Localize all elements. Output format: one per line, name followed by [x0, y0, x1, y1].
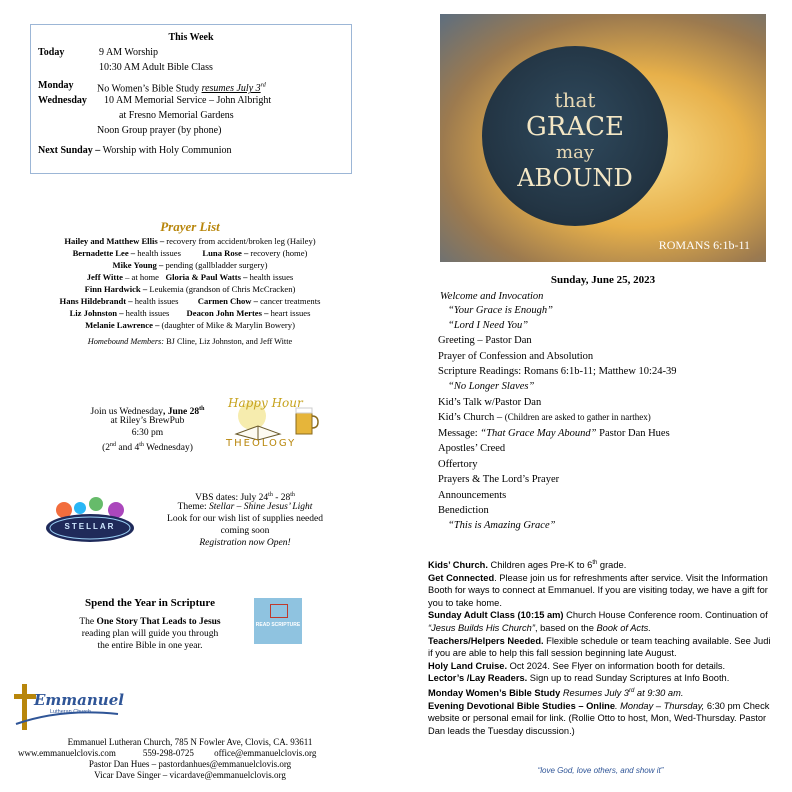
service-item-benediction: Benediction [438, 505, 489, 516]
emmanuel-logo [12, 684, 122, 734]
vbs-coming-soon: coming soon [220, 526, 270, 536]
prayer-line-4: Jeff Witte – at home Gloria & Paul Watts – health issues [86, 272, 294, 282]
wednesday-label: Wednesday [38, 95, 87, 106]
next-sunday-item: Next Sunday – Worship with Holy Communion [38, 145, 232, 156]
service-item-kids-talk: Kid’s Talk w/Pastor Dan [438, 397, 542, 408]
announcement-adult-class: Sunday Adult Class (10:15 am) Church House Conference room. Continuation of “Jesus Builds His Church”, based on the Book of Acts. [428, 610, 768, 634]
scripture-line-1: The One Story That Leads to Jesus [79, 617, 221, 627]
wednesday-item-3: Noon Group prayer (by phone) [97, 125, 222, 136]
announcement-kids-church: Kids’ Church. Children ages Pre-K to 6th grade. [428, 560, 627, 571]
footer-website[interactable]: www.emmanuelclovis.com [18, 748, 116, 758]
vbs-dates: VBS dates: July 24th - 28th [195, 492, 295, 504]
today-item-1: 9 AM Worship [99, 47, 159, 58]
announcement-womens-study: Monday Women’s Bible Study Resumes July 3rd at 9:30 am. [428, 688, 684, 699]
service-item-message: Message: “That Grace May Abound” Pastor Dan Hues [438, 428, 670, 439]
read-scripture-badge-text: READ SCRIPTURE [255, 622, 301, 628]
announcement-cruise: Holy Land Cruise. Oct 2024. See Flyer on information booth for details. [428, 660, 726, 671]
prayer-line-8: Melanie Lawrence – (daughter of Mike & Marylin Bowery) [85, 320, 295, 330]
prayer-line-7: Liz Johnston – health issues Deacon John Mertes – heart issues [69, 308, 311, 318]
service-date: Sunday, June 25, 2023 [550, 274, 656, 286]
scripture-title: Spend the Year in Scripture [85, 597, 215, 609]
service-hymn-2: “Lord I Need You” [448, 320, 529, 331]
footer-contact-line [18, 748, 316, 759]
vbs-registration: Registration now Open! [199, 538, 291, 548]
prayer-list-title: Prayer List [160, 219, 220, 234]
banner-line-2: GRACE [526, 112, 624, 142]
prayer-line-1: Hailey and Matthew Ellis – recovery from accident/broken leg (Hailey) [64, 236, 316, 246]
prayer-line-5: Finn Hardwick – Leukemia (grandson of Chris McCracken) [84, 284, 296, 294]
banner-line-1: that [554, 88, 596, 112]
announcement-evening-devotional: Evening Devotional Bible Studies – Online. Monday – Thursday, 6:30 pm Check website or personal email for link. (Rollie Otto to host, Mon, Wed-Thursday. Pastor Dan leads the Tuesday discussion.) [428, 700, 770, 736]
monday-item: No Women’s Bible Study resumes July 3rd [97, 83, 266, 95]
happy-hour-logo-top: Happy Hour [228, 396, 303, 410]
service-item-announcements: Announcements [438, 490, 507, 501]
motto: “love God, love others, and show it” [537, 766, 664, 775]
this-week-box [30, 24, 352, 174]
happy-hour-line-2: at Riley’s BrewPub [110, 416, 185, 426]
service-item-prayers: Prayers & The Lord’s Prayer [438, 474, 560, 485]
happy-hour-line-1: Join us Wednesday, June 28th [90, 406, 205, 418]
footer-vicar: Vicar Dave Singer – vicardave@emmanuelclovis.org [94, 770, 286, 780]
announcement-teachers: Teachers/Helpers Needed. Flexible schedule or team teaching available. See Judi if you are able to help this fall session beginning late August. [428, 635, 771, 659]
vbs-wishlist: Look for our wish list of supplies needed [167, 514, 323, 524]
read-scripture-badge [254, 598, 302, 644]
stellar-logo-text: STELLAR [64, 522, 116, 531]
today-label: Today [38, 47, 65, 58]
announcement-get-connected: Get Connected. Please join us for refreshments after service. Visit the Information Booth for ways to connect at Emmanuel. If you are visiting today, we have a gift for you to take home. [428, 572, 768, 608]
service-item-readings: Scripture Readings: Romans 6:1b-11; Matthew 10:24-39 [438, 366, 677, 377]
banner-line-3: may [556, 142, 594, 163]
service-item-offertory: Offertory [438, 459, 478, 470]
service-item-welcome: Welcome and Invocation [440, 291, 544, 302]
footer-address: Emmanuel Lutheran Church, 785 N Fowler Ave, Clovis, CA. 93611 [67, 737, 313, 747]
grace-banner [440, 14, 766, 262]
scripture-line-2: reading plan will guide you through [81, 629, 219, 639]
service-item-kids-church: Kid’s Church – (Children are asked to gather in narthex) [438, 412, 651, 423]
monday-label: Monday [38, 80, 74, 91]
wednesday-item-2: at Fresno Memorial Gardens [119, 110, 234, 121]
prayer-line-3: Mike Young – pending (gallbladder surgery) [112, 260, 268, 270]
service-item-greeting: Greeting – Pastor Dan [438, 335, 532, 346]
today-item-2: 10:30 AM Adult Bible Class [99, 62, 213, 73]
banner-reference: ROMANS 6:1b-11 [658, 238, 750, 252]
happy-hour-theology-logo [222, 396, 326, 454]
service-hymn-3: “No Longer Slaves” [448, 381, 535, 392]
book-icon [270, 604, 288, 618]
happy-hour-line-4: (2nd and 4th Wednesday) [102, 442, 193, 454]
wednesday-item-1: 10 AM Memorial Service – John Albright [104, 95, 272, 106]
happy-hour-logo-bottom: THEOLOGY [226, 438, 297, 449]
footer-email[interactable]: office@emmanuelclovis.org [214, 748, 317, 758]
homebound-line: Homebound Members: BJ Cline, Liz Johnston, and Jeff Witte [87, 337, 293, 346]
vbs-theme: Theme: Stellar – Shine Jesus’ Light [177, 502, 313, 512]
footer-phone: 559-298-0725 [142, 748, 194, 758]
service-hymn-4: “This is Amazing Grace” [448, 520, 556, 531]
happy-hour-line-3: 6:30 pm [131, 428, 164, 438]
vbs-stellar-logo [44, 494, 136, 550]
service-hymn-1: “Your Grace is Enough” [448, 305, 553, 316]
announcements [428, 557, 773, 738]
footer-pastor: Pastor Dan Hues – pastordanhues@emmanuelclovis.org [88, 759, 292, 769]
prayer-line-6: Hans Hildebrandt – health issues Carmen Chow – cancer treatments [59, 296, 321, 306]
scripture-line-3: the entire Bible in one year. [97, 641, 203, 651]
prayer-line-2: Bernadette Lee – health issues Luna Rose – recovery (home) [72, 248, 308, 258]
service-item-confession: Prayer of Confession and Absolution [438, 351, 594, 362]
announcement-lectors: Lector’s /Lay Readers. Sign up to read Sunday Scriptures at Info Booth. [428, 673, 730, 684]
this-week-title: This Week [168, 32, 214, 43]
banner-line-4: ABOUND [517, 164, 633, 192]
emmanuel-logo-sub: Lutheran Church [50, 709, 91, 715]
service-item-creed: Apostles’ Creed [438, 443, 506, 454]
emmanuel-logo-name: Emmanuel [34, 691, 124, 709]
